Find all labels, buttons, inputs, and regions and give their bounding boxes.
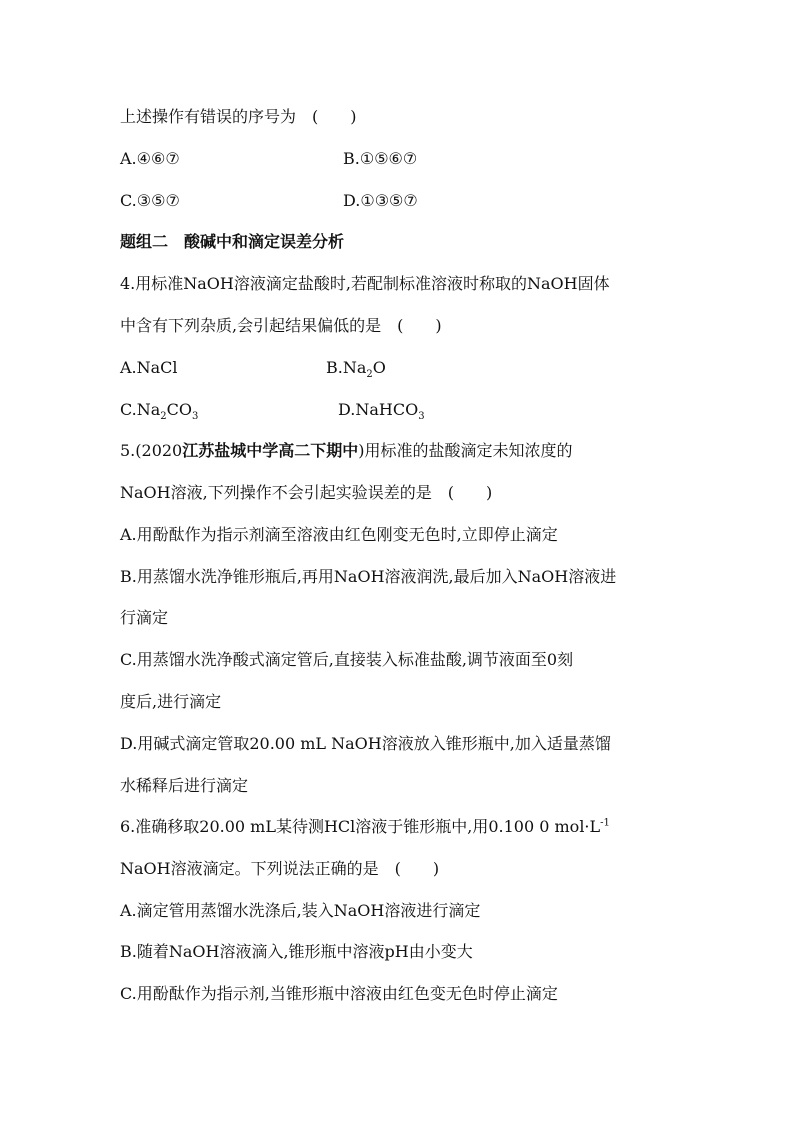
question-4-option-c (120, 399, 198, 421)
question-6-option-b: B.随着NaOH溶液滴入,锥形瓶中溶液pH由小变大 (120, 942, 473, 961)
question-5-line-2: NaOH溶液,下列操作不会引起实验误差的是 ( ) (120, 483, 493, 502)
question-3-stem: 上述操作有错误的序号为 ( ) (120, 107, 357, 126)
question-3-option-a: A.④⑥⑦ (120, 149, 180, 168)
question-5-number: 5.(2020 (120, 441, 183, 460)
question-4-option-a: A.NaCl (120, 358, 178, 377)
option-d-text: D.NaHCO (338, 400, 419, 419)
question-6-text: 6.准确移取20.00 mL某待测HCl溶液于锥形瓶中,用0.100 0 mol·L (120, 817, 601, 836)
question-5-source: 江苏盐城中学高二下期中 (182, 441, 359, 460)
question-5-option-b-line-1: B.用蒸馏水洗净锥形瓶后,再用NaOH溶液润洗,最后加入NaOH溶液进 (120, 567, 617, 586)
question-5-option-c-line-2: 度后,进行滴定 (120, 692, 222, 711)
question-6-option-a: A.滴定管用蒸馏水洗涤后,装入NaOH溶液进行滴定 (120, 901, 481, 920)
question-5-option-d-line-2: 水稀释后进行滴定 (120, 776, 249, 795)
option-c-subscript: 2 (160, 411, 167, 423)
question-5-option-a: A.用酚酞作为指示剂滴至溶液由红色刚变无色时,立即停止滴定 (120, 525, 558, 544)
option-b-subscript: 2 (366, 369, 373, 381)
question-3-option-d: D.①③⑤⑦ (343, 191, 418, 210)
question-3-option-b: B.①⑤⑥⑦ (343, 149, 418, 168)
section-title: 题组二 酸碱中和滴定误差分析 (120, 232, 345, 251)
option-c-text: C.Na (120, 400, 161, 419)
option-c-text-mid: CO (166, 400, 193, 419)
option-c-subscript-2: 3 (192, 411, 199, 423)
question-6-option-c: C.用酚酞作为指示剂,当锥形瓶中溶液由红色变无色时停止滴定 (120, 984, 558, 1003)
question-4-line-1: 4.用标准NaOH溶液滴定盐酸时,若配制标准溶液时称取的NaOH固体 (120, 274, 610, 293)
question-5-option-b-line-2: 行滴定 (120, 608, 169, 627)
question-4-line-2: 中含有下列杂质,会引起结果偏低的是 ( ) (120, 316, 442, 335)
option-b-text: B.Na (326, 358, 367, 377)
question-5-option-d-line-1: D.用碱式滴定管取20.00 mL NaOH溶液放入锥形瓶中,加入适量蒸馏 (120, 734, 611, 753)
question-4-option-b (326, 357, 386, 379)
question-5-option-c-line-1: C.用蒸馏水洗净酸式滴定管后,直接装入标准盐酸,调节液面至0刻 (120, 650, 574, 669)
option-b-text-end: O (372, 358, 386, 377)
question-5-line-1 (120, 440, 573, 462)
question-6-line-1 (120, 816, 610, 838)
question-6-line-2: NaOH溶液滴定。下列说法正确的是 ( ) (120, 859, 440, 878)
question-6-superscript: -1 (600, 817, 610, 829)
question-4-option-d (338, 399, 425, 421)
question-5-stem: )用标准的盐酸滴定未知浓度的 (358, 441, 573, 460)
option-d-subscript: 3 (418, 411, 425, 423)
question-3-option-c: C.③⑤⑦ (120, 191, 180, 210)
